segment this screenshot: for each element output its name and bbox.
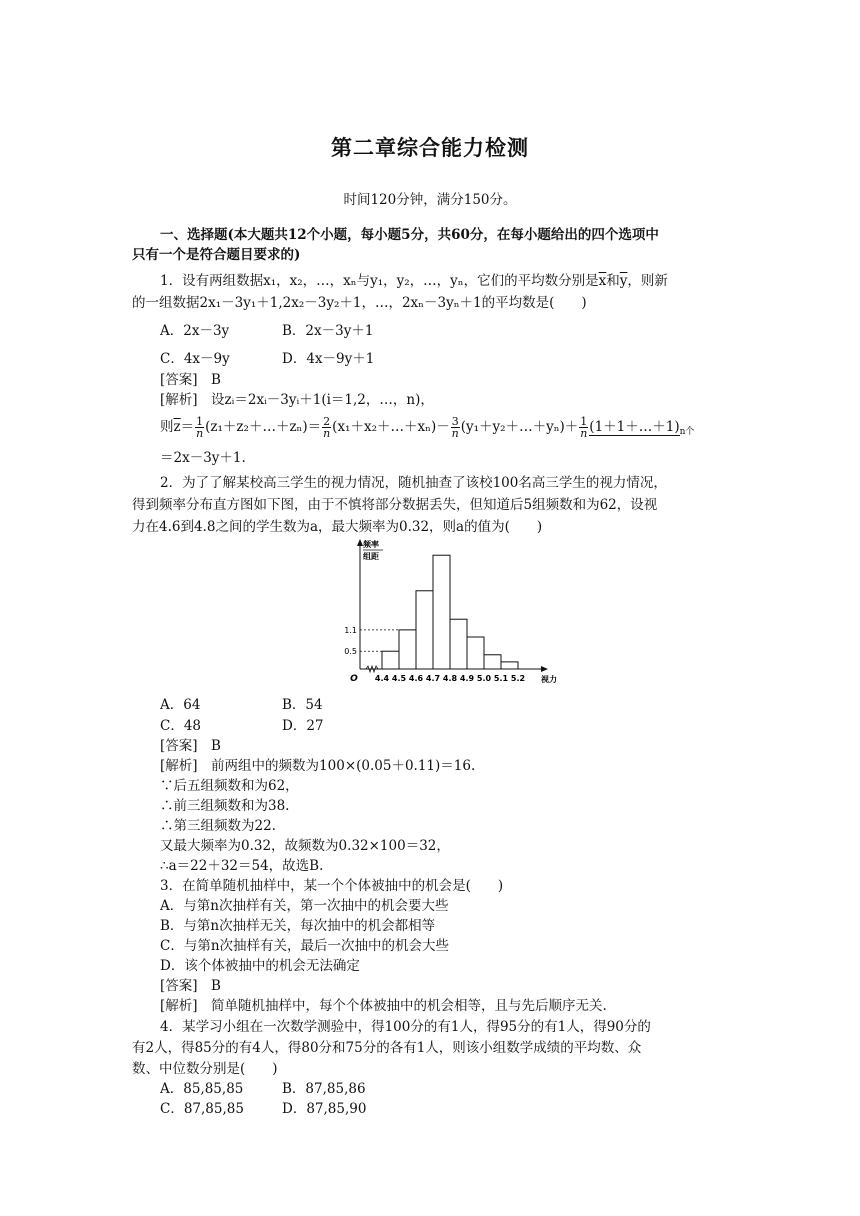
q1-line1 (160, 273, 668, 289)
q4-line2: 有2人，得85分的有4人，得80分和75分的各有1人，则该小组数学成绩的平均数、众 (132, 1040, 642, 1056)
q3-option-b: B．与第n次抽样无关，每次抽中的机会都相等 (160, 918, 436, 934)
q3-line1: 3．在简单随机抽样中，某一个个体被抽中的机会是( ) (160, 878, 504, 894)
ytick-label: 1.1 (344, 625, 357, 635)
q1-ybar: $\overline{y}$ (619, 273, 628, 289)
q3-analysis-line1 (160, 998, 607, 1014)
q1-analysis-line3: ＝2x－3y＋1. (160, 450, 246, 466)
q1-analysis-line2: 则$\overline{z}=$ $\frac{1}{n}$ (z₁＋z₂＋…＋zₙ)＝ $\frac{2}{n}$ (x₁＋x₂＋…＋xₙ)－ $\frac{3}{n}$ (y₁＋y₂＋…＋yₙ)＋ $\frac{1}{n}$ $(1+1+\dots+1)_{n个}$ (160, 415, 695, 440)
histogram-chart (330, 535, 560, 687)
q3-answer (160, 978, 221, 994)
histogram-bar (399, 630, 416, 669)
page-subtitle: 时间120分钟，满分150分。 (343, 192, 517, 208)
q3-option-a: A．与第n次抽样有关，第一次抽中的机会要大些 (160, 898, 449, 914)
q3-analysis-tag: [解析] (160, 998, 198, 1014)
q1-line2: 的一组数据2x₁－3y₁＋1,2x₂－3y₂＋1，…，2xₙ－3yₙ＋1的平均数是( ) (132, 295, 587, 311)
xtick-label: 4.4 (374, 674, 390, 683)
q3-analysis1: 简单随机抽样中，每个个体被抽中的机会相等，且与先后顺序无关. (211, 998, 607, 1014)
xtick-label: 4.7 (425, 674, 441, 683)
q2-analysis-line6: ∴a＝22＋32＝54，故选B. (160, 858, 324, 874)
q2-analysis-line4: ∴第三组频数为22. (160, 818, 276, 834)
q2-line3: 力在4.6到4.8之间的学生数为a，最大频率为0.32，则a的值为( ) (132, 519, 543, 535)
x-axis-arrow (541, 666, 548, 672)
q2-analysis1: 前两组中的频数为100×(0.05＋0.11)＝16. (211, 758, 476, 774)
q1-answer (160, 372, 221, 388)
q2-answer-value: B (211, 738, 221, 754)
ytick-label: 0.5 (344, 647, 357, 657)
q2-line2: 得到频率分布直方图如下图，由于不慎将部分数据丢失，但知道后5组频数和为62，设视 (132, 497, 658, 513)
q4-line1: 4．某学习小组在一次数学测验中，得100分的有1人，得95分的有1人，得90分的 (160, 1019, 651, 1035)
histogram-bar (467, 637, 484, 669)
q3-answer-value: B (211, 978, 221, 994)
q1-answer-value: B (211, 372, 221, 388)
q1-analysis2-b: (x₁＋x₂＋…＋xₙ)－ (332, 419, 450, 435)
section-heading-line2: 只有一个是符合题目要求的) (132, 247, 301, 263)
q1-fraction-1: $\frac{1}{n}$ (196, 415, 204, 440)
q1-zbar: $\overline{z}$ (173, 419, 181, 435)
q1-option-d: D．4x－9y＋1 (282, 351, 375, 367)
q2-option-c: C．48 (160, 718, 202, 734)
histogram-bar (484, 655, 501, 669)
q3-option-d: D．该个体被抽中的机会无法确定 (160, 958, 360, 974)
page-title: 第二章综合能力检测 (331, 135, 529, 160)
q1-analysis2-c: (y₁＋y₂＋…＋yₙ)＋ (460, 419, 579, 435)
q1-line1a: 1．设有两组数据 (160, 273, 264, 289)
q1-options-row1 (160, 323, 404, 339)
q2-analysis-line3: ∴前三组频数和为38. (160, 798, 290, 814)
xtick-label: 4.8 (442, 674, 458, 683)
q3-option-c: C．与第n次抽样有关，最后一次抽中的机会大些 (160, 938, 450, 954)
q4-line3: 数、中位数分别是( ) (132, 1061, 278, 1077)
q2-options-row1 (160, 697, 404, 713)
histogram-bar (416, 591, 433, 669)
q2-analysis-line5: 又最大频率为0.32，故频数为0.32×100＝32， (160, 838, 450, 854)
q4-options-row2 (160, 1101, 404, 1117)
q4-option-d: D．87,85,90 (282, 1101, 367, 1117)
q1-analysis1: 设zᵢ＝2xᵢ－3yᵢ＋1(i＝1,2，…，n)， (211, 392, 434, 408)
origin-label: O (350, 674, 358, 684)
xtick-label: 4.9 (459, 674, 475, 683)
q2-analysis-line1 (160, 758, 475, 774)
xtick-label: 5.1 (493, 674, 509, 683)
q2-answer (160, 738, 221, 754)
q2-option-a: A．64 (160, 697, 201, 713)
xtick-label: 5.2 (510, 674, 526, 683)
q2-analysis-tag: [解析] (160, 758, 198, 774)
xtick-label: 4.5 (391, 674, 407, 683)
xtick-label: 4.6 (408, 674, 424, 683)
q2-answer-tag: [答案] (160, 738, 198, 754)
q1-option-a: A．2x－3y (160, 323, 230, 339)
histogram-bar (382, 651, 399, 669)
q4-option-a: A．85,85,85 (160, 1081, 244, 1097)
histogram-bar (433, 555, 450, 669)
q1-analysis2-pre: 则 (160, 419, 174, 435)
q2-analysis-line2: ∵后五组频数和为62， (160, 778, 299, 794)
q1-analysis-line1 (160, 392, 434, 408)
q2-option-b: B．54 (282, 697, 323, 713)
q1-option-c: C．4x－9y (160, 351, 230, 367)
q1-analysis2-d: (1＋1＋…＋1) (589, 419, 680, 435)
q1-analysis2-a: (z₁＋z₂＋…＋zₙ)＝ (205, 419, 322, 435)
y-axis-label-top: 频率 (363, 540, 379, 549)
q2-options-row2 (160, 718, 404, 734)
q1-answer-tag: [答案] (160, 372, 198, 388)
q1-fraction-2: $\frac{2}{n}$ (323, 415, 331, 440)
section-heading-line1: 一、选择题(本大题共12个小题，每小题5分，共60分，在每小题给出的四个选项中 (160, 227, 659, 243)
q1-line1b: x₁，x₂，…，xₙ与y₁，y₂，…，yₙ，它们的平均数分别是 (263, 273, 599, 289)
q1-and: 和 (606, 273, 620, 289)
histogram-bar (501, 662, 518, 669)
q4-option-b: B．87,85,86 (282, 1081, 366, 1097)
y-axis-label-bottom: 组距 (363, 552, 379, 561)
q1-option-b: B．2x－3y＋1 (282, 323, 374, 339)
histogram-bars (382, 555, 518, 669)
xtick-label: 5.0 (476, 674, 492, 683)
q1-line1c: ，则新 (627, 273, 668, 289)
q2-option-d: D．27 (282, 718, 324, 734)
q1-fraction-3: $\frac{3}{n}$ (451, 415, 459, 440)
q3-answer-tag: [答案] (160, 978, 198, 994)
q2-line1: 2．为了了解某校高三学生的视力情况，随机抽查了该校100名高三学生的视力情况， (160, 475, 667, 491)
q4-options-row1 (160, 1081, 404, 1097)
histogram-bar (450, 619, 467, 669)
q1-fraction-4: $\frac{1}{n}$ (580, 415, 588, 440)
x-axis-label: 视力 (541, 675, 557, 684)
q1-xbar: $\overline{x}$ (598, 273, 607, 289)
q1-analysis-tag: [解析] (160, 392, 198, 408)
q1-analysis2-e: n个 (679, 427, 695, 437)
q1-options-row2 (160, 351, 404, 367)
q4-option-c: C．87,85,85 (160, 1101, 244, 1117)
